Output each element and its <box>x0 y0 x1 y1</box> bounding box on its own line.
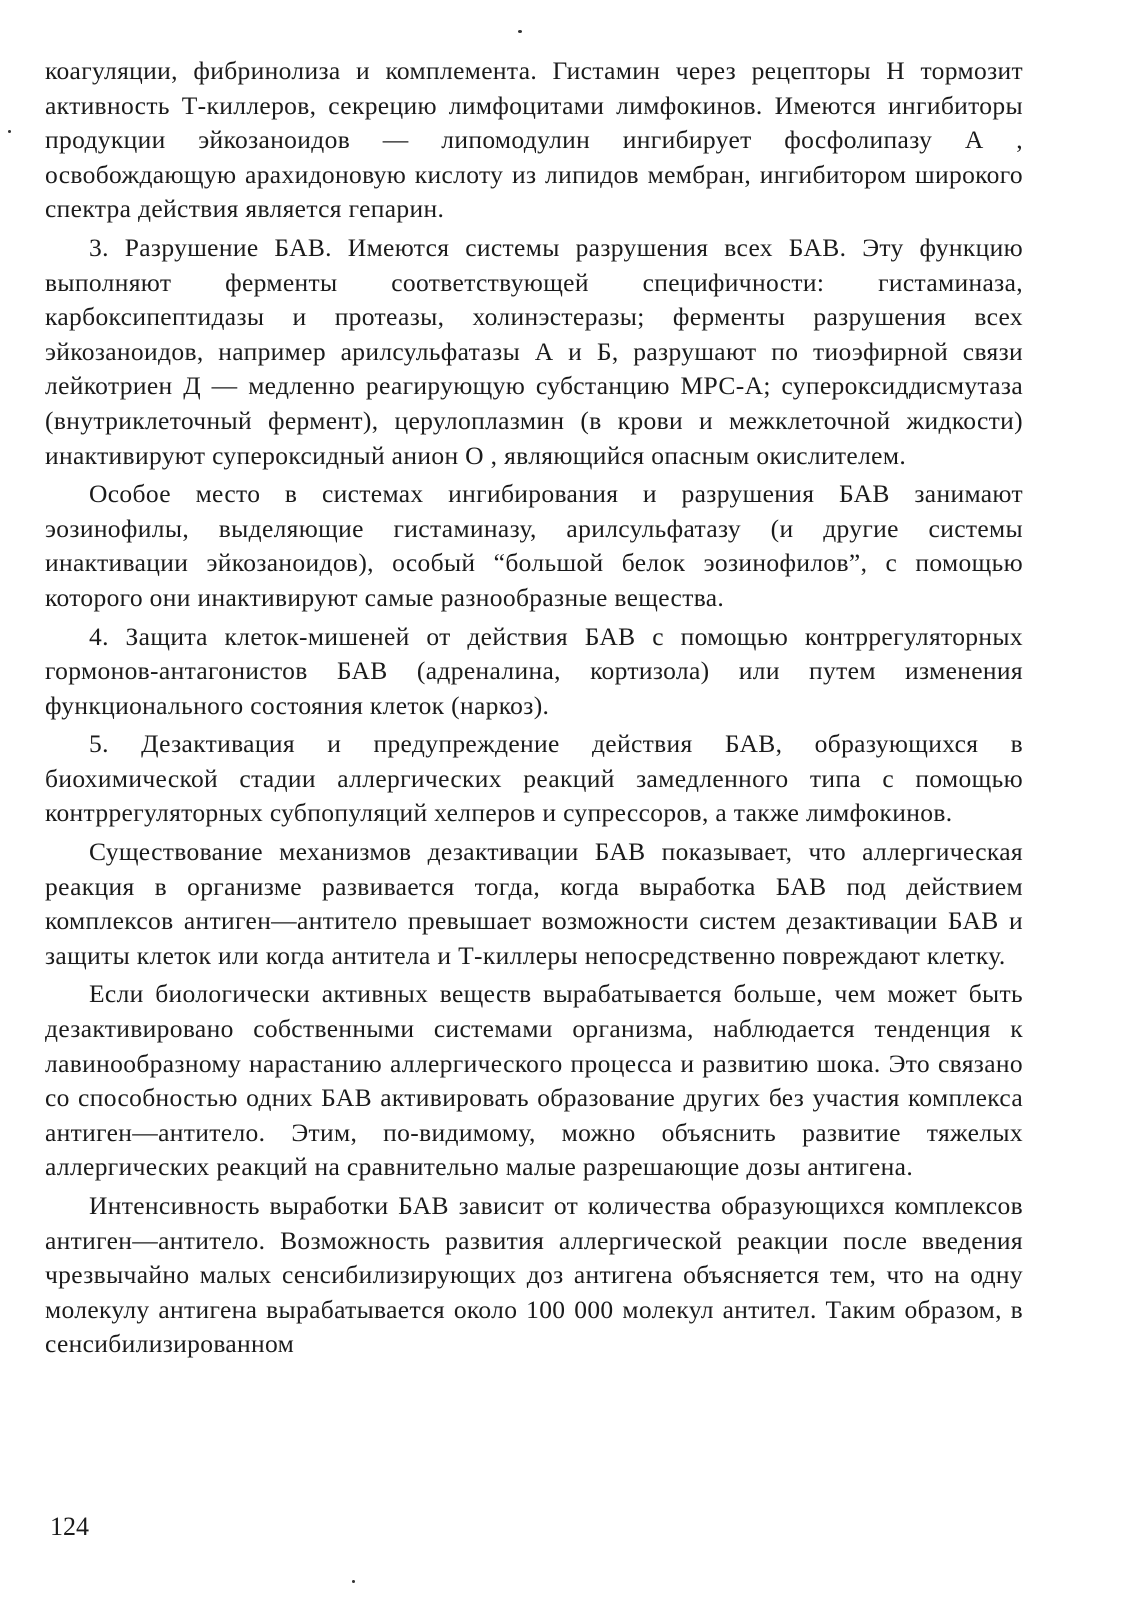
paragraph-3: Особое место в системах ингибирования и разрушения БАВ занимают эозинофилы, выделяющие гистаминазу, арилсульфатазу (и другие системы инактивации эйкозаноидов), особый “большой белок эозинофилов”, с помощью которого они инактивируют самые разнообразные вещества. <box>45 479 1023 612</box>
page-body <box>45 54 1023 1366</box>
paragraph-5: 5. Дезактивация и предупреждение действия БАВ, образующихся в биохимической стадии аллергических реакций замедленного типа с помощью контррегуляторных субпопуляций хелперов и супрессоров, а также лимфокинов. <box>45 729 1023 828</box>
paragraph-4: 4. Защита клеток-мишеней от действия БАВ с помощью контррегуляторных гормонов-антагонистов БАВ (адреналина, кортизола) или путем изменения функционального состояния клеток (наркоз). <box>45 621 1023 720</box>
scan-speck <box>352 1580 355 1583</box>
page-number: 124 <box>50 1512 89 1541</box>
paragraph-6: Существование механизмов дезактивации БАВ показывает, что аллергическая реакция в организме развивается тогда, когда выработка БАВ под действием комплексов антиген—антитело превышает возможности систем дезактивации БАВ и защиты клеток или когда антитела и Т-киллеры непосредственно повреждают клетку. <box>45 837 1023 970</box>
paragraph-2: 3. Разрушение БАВ. Имеются системы разрушения всех БАВ. Эту функцию выполняют ферменты соответствующей специфичности: гистаминаза, карбоксипептидазы и протеазы, холинэстеразы; ферменты разрушения всех эйкозаноидов, например арилсульфатазы А и Б, разрушают по тиоэфирной связи лейкотриен Д — медленно реагирующую субстанцию МРС-А; супероксиддисмутаза (внутриклеточный фермент), церулоплазмин (в крови и межклеточной жидкости) инактивируют супероксидный анион О , являющийся опасным окислителем. <box>45 232 1023 470</box>
paragraph-8: Интенсивность выработки БАВ зависит от количества образующихся комплексов антиген—антитело. Возможность развития аллергической реакции после введения чрезвычайно малых сенсибилизирующих доз антигена объясняется тем, что на одну молекулу антигена вырабатывается около 100 000 молекул антител. Таким образом, в сенсибилизированном <box>45 1191 1023 1359</box>
paragraph-7: Если биологически активных веществ вырабатывается больше, чем может быть дезактивировано собственными системами организма, наблюдается тенденция к лавинообразному нарастанию аллергического процесса и развитию шока. Это связано со способностью одних БАВ активировать образование других без участия комплекса антиген—антитело. Этим, по-видимому, можно объяснить развитие тяжелых аллергических реакций на сравнительно малые разрешающие дозы антигена. <box>45 979 1023 1182</box>
scan-speck <box>8 130 11 133</box>
paragraph-1: коагуляции, фибринолиза и комплемента. Гистамин через рецепторы Н тормозит активность Т-киллеров, секрецию лимфоцитами лимфокинов. Имеются ингибиторы продукции эйкозаноидов — липомодулин ингибирует фосфолипазу А , освобождающую арахидоновую кислоту из липидов мембран, ингибитором широкого спектра действия является гепарин. <box>45 56 1023 224</box>
scan-speck <box>518 30 522 33</box>
